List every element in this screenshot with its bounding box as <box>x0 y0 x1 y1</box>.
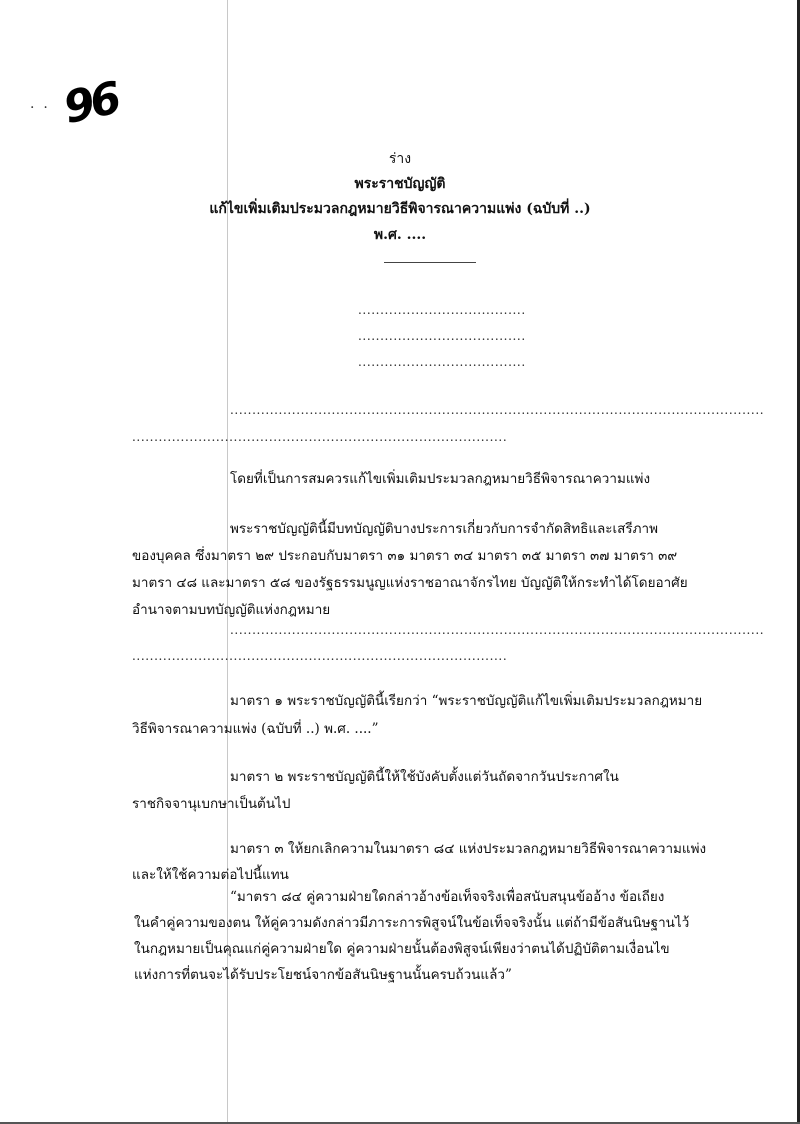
dotted-line-2: ..................................................................................... <box>132 430 508 444</box>
section-3-line-1: มาตรา ๓ ให้ยกเลิกความในมาตรา ๘๔ แห่งประมวลกฎหมายวิธีพิจารณาความแพ่ง <box>230 841 707 857</box>
title-underline <box>384 262 476 263</box>
preamble-reason: โดยที่เป็นการสมควรแก้ไขเพิ่มเติมประมวลกฎหมายวิธีพิจารณาความแพ่ง <box>230 471 651 487</box>
dotted-line-4: ..................................................................................... <box>132 649 508 663</box>
section-1-line-2: วิธีพิจารณาความแพ่ง (ฉบับที่ ..) พ.ศ. ....” <box>132 721 379 737</box>
section-3-line-2: และให้ใช้ความต่อไปนี้แทน <box>132 867 289 883</box>
preamble-rights-line-3: มาตรา ๔๘ และมาตรา ๕๘ ของรัฐธรรมนูญแห่งราชอาณาจักรไทย บัญญัติให้กระทำได้โดยอาศัย <box>132 575 688 591</box>
dotted-line-1: ......................................................................................................................... <box>230 403 765 417</box>
preamble-rights-line-2: ของบุคคล ซึ่งมาตรา ๒๙ ประกอบกับมาตรา ๓๑ มาตรา ๓๔ มาตรา ๓๕ มาตรา ๓๗ มาตรา ๓๙ <box>132 548 678 564</box>
draft-label: ร่าง <box>388 151 412 167</box>
act-year: พ.ศ. .... <box>373 227 427 243</box>
act-title: พระราชบัญญัติ <box>354 176 446 192</box>
section-1-line-1: มาตรา ๑ พระราชบัญญัตินี้เรียกว่า “พระราชบัญญัติแก้ไขเพิ่มเติมประมวลกฎหมาย <box>230 693 703 709</box>
act-subtitle: แก้ไขเพิ่มเติมประมวลกฎหมายวิธีพิจารณาความแพ่ง (ฉบับที่ ..) <box>209 201 591 217</box>
section-3-quote-line-2: ในคำคู่ความของตน ให้คู่ความดังกล่าวมีภาระการพิสูจน์ในข้อเท็จจริงนั้น แต่ถ้ามีข้อสันนิษฐานไว้ <box>134 915 690 931</box>
section-2-line-2: ราชกิจจานุเบกษาเป็นต้นไป <box>132 796 291 812</box>
dotted-line-3: ......................................................................................................................... <box>230 623 765 637</box>
section-2-line-1: มาตรา ๒ พระราชบัญญัตินี้ให้ใช้บังคับตั้งแต่วันถัดจากวันประกาศใน <box>230 769 619 785</box>
signature-line-3: ...................................... <box>358 355 526 369</box>
signature-line-2: ...................................... <box>358 329 526 343</box>
section-3-quote-line-3: ในกฎหมายเป็นคุณแก่คู่ความฝ่ายใด คู่ความฝ่ายนั้นต้องพิสูจน์เพียงว่าตนได้ปฏิบัติตามเงื่อนไข <box>134 941 670 957</box>
signature-line-1: ...................................... <box>358 303 526 317</box>
preamble-rights-line-1: พระราชบัญญัตินี้มีบทบัญญัติบางประการเกี่ยวกับการจำกัดสิทธิและเสรีภาพ <box>230 521 659 537</box>
preamble-rights-line-4: อำนาจตามบทบัญญัติแห่งกฎหมาย <box>132 602 331 618</box>
scan-specks: · · <box>30 100 48 116</box>
section-3-quote-line-1: “มาตรา ๘๔ คู่ความฝ่ายใดกล่าวอ้างข้อเท็จจริงเพื่อสนับสนุนข้ออ้าง ข้อเถียง <box>230 889 665 905</box>
section-3-quote-line-4: แห่งการที่ตนจะได้รับประโยชน์จากข้อสันนิษฐานนั้นครบถ้วนแล้ว” <box>134 967 512 983</box>
handwritten-page-number: 96 <box>59 73 122 134</box>
